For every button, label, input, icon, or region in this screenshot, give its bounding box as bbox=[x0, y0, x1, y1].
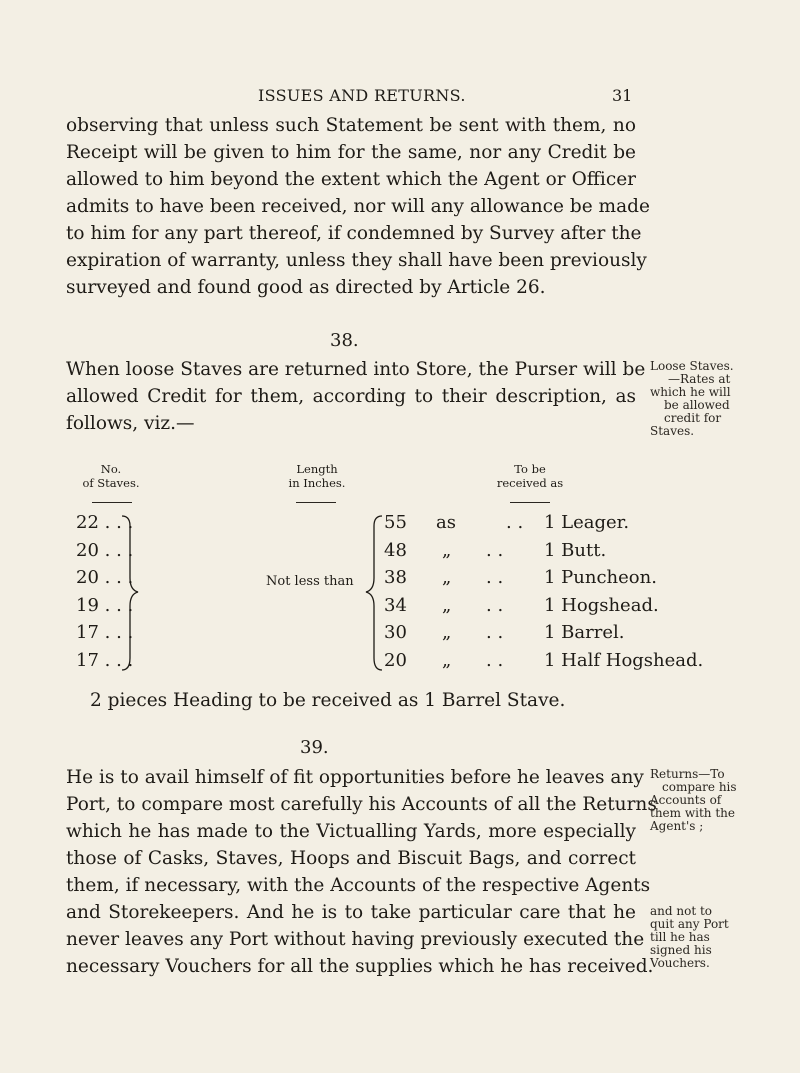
as-word: „ bbox=[442, 540, 452, 561]
margin-note-line: credit for bbox=[664, 411, 722, 425]
header-line: To be bbox=[514, 462, 546, 476]
length-inches: 30 bbox=[384, 622, 407, 643]
leader-dots: . . bbox=[486, 567, 504, 588]
section-39-text bbox=[66, 764, 657, 980]
staves-count: 20 . . . bbox=[76, 567, 134, 588]
as-word: „ bbox=[442, 622, 452, 643]
header-line: No. bbox=[100, 462, 122, 476]
text-line: admits to have been received, nor will any allowance be made bbox=[66, 196, 650, 217]
as-word: „ bbox=[442, 567, 452, 588]
leader-dots: . . bbox=[486, 650, 504, 671]
leader-dots: . . bbox=[486, 595, 504, 616]
length-inches: 38 bbox=[384, 567, 407, 588]
margin-note-line: Returns—To bbox=[650, 767, 725, 781]
text-line: surveyed and found good as directed by Article 26. bbox=[66, 277, 546, 298]
not-less-than-label: Not less than bbox=[266, 574, 354, 589]
column-header-length bbox=[262, 462, 372, 490]
received-as: 1 Leager. bbox=[544, 512, 630, 533]
as-word: „ bbox=[442, 595, 452, 616]
margin-note-returns bbox=[650, 768, 770, 833]
length-inches: 34 bbox=[384, 595, 407, 616]
length-inches: 55 bbox=[384, 512, 407, 533]
margin-note-line: —Rates at bbox=[668, 372, 731, 386]
column-header-no bbox=[66, 462, 156, 490]
header-line: received as bbox=[496, 476, 564, 490]
margin-note-line: Vouchers. bbox=[650, 956, 710, 970]
margin-note-line: them with the bbox=[650, 806, 735, 820]
length-inches: 20 bbox=[384, 650, 407, 671]
leader-dots: . . bbox=[486, 540, 504, 561]
paragraph-continued bbox=[66, 112, 650, 301]
received-as: 1 Barrel. bbox=[544, 622, 625, 643]
page-number: 31 bbox=[612, 86, 633, 105]
leader-dots: . . bbox=[486, 622, 504, 643]
length-inches: 48 bbox=[384, 540, 407, 561]
header-line: in Inches. bbox=[288, 476, 346, 490]
text-line: never leaves any Port without having previously executed the bbox=[66, 929, 645, 950]
as-word: „ bbox=[442, 650, 452, 671]
received-as: 1 Puncheon. bbox=[544, 567, 657, 588]
header-rule bbox=[296, 502, 336, 503]
received-as: 1 Hogshead. bbox=[544, 595, 659, 616]
text-line: follows, viz.— bbox=[66, 413, 195, 434]
margin-note-line: Staves. bbox=[650, 424, 695, 438]
margin-note-line: and not to bbox=[650, 904, 713, 918]
staves-count: 17 . . . bbox=[76, 622, 134, 643]
margin-note-line: quit any Port bbox=[650, 917, 729, 931]
margin-note-line: Loose Staves. bbox=[650, 359, 734, 373]
header-line: Length bbox=[296, 462, 338, 476]
header-line: of Staves. bbox=[82, 476, 140, 490]
section-number-39: 39. bbox=[300, 737, 329, 758]
section-38-text bbox=[66, 356, 646, 437]
text-line: When loose Staves are returned into Store, the Purser will be bbox=[66, 359, 646, 380]
text-line: those of Casks, Staves, Hoops and Biscuit Bags, and correct bbox=[66, 848, 636, 869]
right-brace-icon bbox=[120, 512, 260, 677]
received-as: 1 Half Hogshead. bbox=[544, 650, 704, 671]
margin-note-line: which he will bbox=[650, 385, 731, 399]
text-line: He is to avail himself of fit opportunities before he leaves any bbox=[66, 767, 644, 788]
running-header: ISSUES AND RETURNS. bbox=[258, 86, 466, 105]
margin-note-line: till he has bbox=[650, 930, 710, 944]
staves-count: 19 . . . bbox=[76, 595, 134, 616]
margin-note-vouchers bbox=[650, 905, 770, 970]
margin-note-line: be allowed bbox=[664, 398, 730, 412]
margin-note-line: Accounts of bbox=[650, 793, 722, 807]
staves-count: 17 . . . bbox=[76, 650, 134, 671]
staves-count: 22 . . . bbox=[76, 512, 134, 533]
section-number-38: 38. bbox=[330, 330, 359, 351]
text-line: Receipt will be given to him for the same, nor any Credit be bbox=[66, 142, 636, 163]
margin-note-line: Agent's ; bbox=[650, 819, 704, 833]
text-line: Port, to compare most carefully his Accounts of all the Returns bbox=[66, 794, 657, 815]
received-as: 1 Butt. bbox=[544, 540, 607, 561]
as-word: as bbox=[436, 512, 456, 533]
staves-count: 20 . . . bbox=[76, 540, 134, 561]
text-line: and Storekeepers. And he is to take particular care that he bbox=[66, 902, 636, 923]
heading-note: 2 pieces Heading to be received as 1 Barrel Stave. bbox=[90, 690, 566, 711]
left-brace-icon bbox=[364, 512, 384, 677]
text-line: expiration of warranty, unless they shall have been previously bbox=[66, 250, 647, 271]
text-line: allowed Credit for them, according to their description, as bbox=[66, 386, 636, 407]
margin-note-loose-staves bbox=[650, 360, 770, 438]
text-line: which he has made to the Victualling Yards, more especially bbox=[66, 821, 636, 842]
text-line: necessary Vouchers for all the supplies which he has received. bbox=[66, 956, 654, 977]
text-line: allowed to him beyond the extent which the Agent or Officer bbox=[66, 169, 636, 190]
margin-note-line: signed his bbox=[650, 943, 712, 957]
text-line: observing that unless such Statement be sent with them, no bbox=[66, 115, 636, 136]
leader-dots: . . bbox=[506, 512, 524, 533]
column-header-received bbox=[475, 462, 585, 490]
margin-note-line: compare his bbox=[662, 780, 737, 794]
text-line: them, if necessary, with the Accounts of the respective Agents bbox=[66, 875, 651, 896]
header-rule bbox=[92, 502, 132, 503]
header-rule bbox=[510, 502, 550, 503]
text-line: to him for any part thereof, if condemned by Survey after the bbox=[66, 223, 642, 244]
